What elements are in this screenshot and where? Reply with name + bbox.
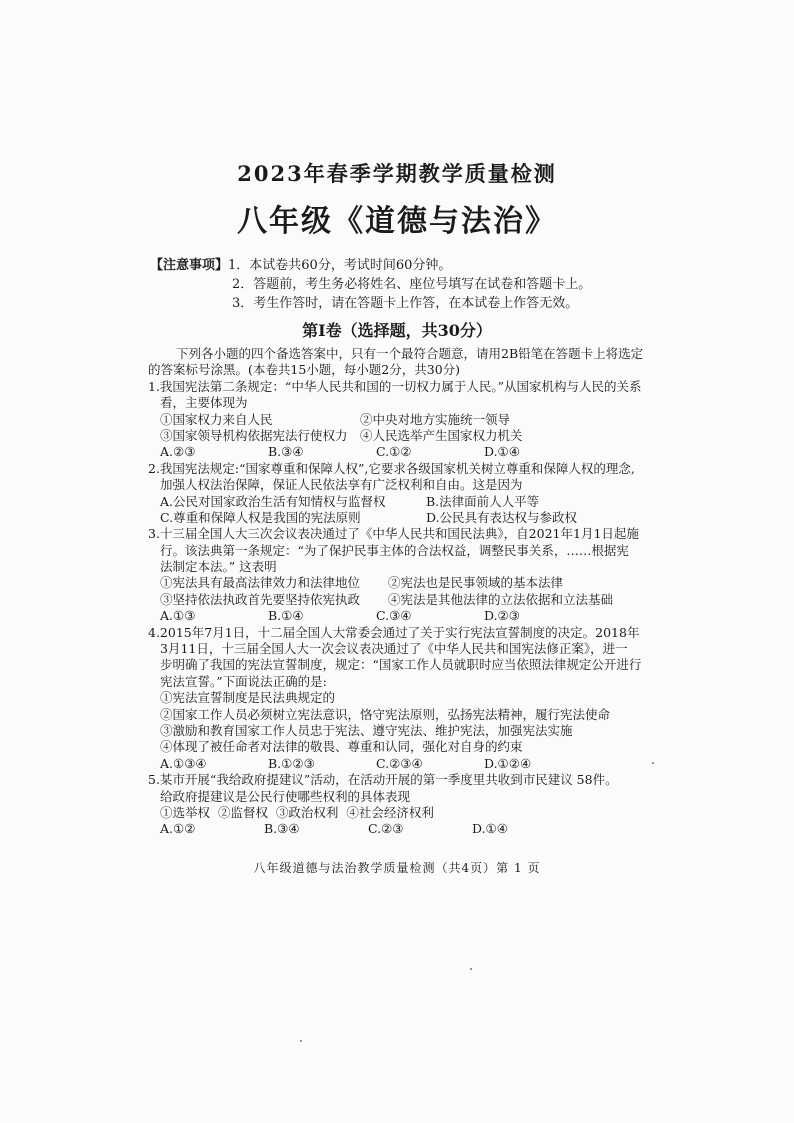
question-stem: 加强人权法治保障，保证人民依法享有广泛权利和自由。这是因为 xyxy=(160,477,523,493)
answer-option: A.②③ xyxy=(160,444,196,460)
statement: ④人民选举产生国家权力机关 xyxy=(360,427,523,443)
statement-list: ①选举权 ②监督权 ③政治权利 ④社会经济权利 xyxy=(160,804,434,820)
answer-option: A.①③④ xyxy=(160,755,207,771)
section-intro: 下列各小题的四个备选答案中，只有一个最符合题意，请用2B铅笔在答题卡上将选定 xyxy=(176,346,644,361)
question-stem: 看，主要体现为 xyxy=(160,395,248,411)
subject-title: 八年级《道德与法治》 xyxy=(237,204,557,239)
scan-speck xyxy=(300,1040,302,1042)
question-stem: 宪法宣誓。”下面说法正确的是: xyxy=(160,673,327,689)
question-3 xyxy=(148,526,648,624)
section-title: 第Ⅰ卷（选择题，共30分） xyxy=(302,321,492,340)
question-stem: 3月11日，十三届全国人大一次会议表决通过了《中华人民共和国宪法修正案》，进一 xyxy=(160,641,628,657)
notice-item: 3．考生作答时，请在答题卡上作答，在本试卷上作答无效。 xyxy=(232,296,579,311)
scan-speck xyxy=(470,968,472,970)
answer-option: D.②③ xyxy=(484,608,520,624)
statement: ①宪法具有最高法律效力和法律地位 xyxy=(160,575,361,591)
question-stem: 行。该法典第一条规定：“为了保护民事主体的合法权益，调整民事关系，……根据宪 xyxy=(160,542,629,558)
question-stem: 2.我国宪法规定:“国家尊重和保障人权”,它要求各级国家机关树立尊重和保障人权的理念, xyxy=(148,460,635,476)
statement: ③国家领导机构依据宪法行使权力 xyxy=(160,427,348,443)
question-4 xyxy=(148,625,648,773)
statement: ③激励和教育国家工作人员忠于宪法、遵守宪法、维护宪法，加强宪法实施 xyxy=(160,722,573,738)
answer-option: B.①②③ xyxy=(268,755,315,771)
answer-option: C.②③④ xyxy=(376,755,423,771)
answer-option: A.公民对国家政治生活有知情权与监督权 xyxy=(160,493,386,509)
statement: ③坚持依法执政首先要坚持依宪执政 xyxy=(160,591,361,607)
answer-option: C.尊重和保障人权是我国的宪法原则 xyxy=(160,509,361,525)
page-footer: 八年级道德与法治教学质量检测（共4页）第 1 页 xyxy=(253,861,541,875)
answer-option: C.②③ xyxy=(368,821,404,837)
exam-title: 2023年春季学期教学质量检测 xyxy=(237,161,557,186)
statement: ②国家工作人员必须树立宪法意识，恪守宪法原则，弘扬宪法精神，履行宪法使命 xyxy=(160,706,611,722)
statement: ④体现了被任命者对法律的敬畏、尊重和认同，强化对自身的约束 xyxy=(160,739,523,755)
notice-item: 2．答题前，考生务必将姓名、座位号填写在试卷和答题卡上。 xyxy=(232,277,592,292)
answer-option: A.①③ xyxy=(160,608,196,624)
answer-option: D.公民具有表达权与参政权 xyxy=(426,509,578,525)
answer-option: D.①④ xyxy=(472,821,508,837)
question-body xyxy=(148,346,648,838)
answer-option: A.①② xyxy=(160,821,196,837)
question-5 xyxy=(148,772,648,838)
statement: ②中央对地方实施统一领导 xyxy=(360,411,511,427)
statement: ②宪法也是民事领域的基本法律 xyxy=(388,575,564,591)
answer-option: B.③④ xyxy=(264,821,300,837)
question-1 xyxy=(148,379,648,461)
notice-label: 【注意事项】 xyxy=(150,258,229,273)
statement: ①宪法宣誓制度是民法典规定的 xyxy=(160,690,336,706)
question-stem: 给政府提建议是公民行使哪些权利的具体表现 xyxy=(160,788,411,804)
question-stem: 步明确了我国的宪法宣誓制度，规定：“国家工作人员就职时应当依照法律规定公开进行 xyxy=(160,657,642,673)
answer-option: D.①②④ xyxy=(484,755,532,771)
answer-option: C.③④ xyxy=(376,608,412,624)
question-stem: 1.我国宪法第二条规定：“中华人民共和国的一切权力属于人民。”从国家机构与人民的关系 xyxy=(148,378,642,394)
question-2 xyxy=(148,461,648,527)
question-stem: 3.十三届全国人大三次会议表决通过了《中华人民共和国民法典》，自2021年1月1日起施 xyxy=(148,526,639,542)
answer-option: D.①④ xyxy=(484,444,520,460)
answer-option: B.法律面前人人平等 xyxy=(426,493,540,509)
section-intro: 的答案标号涂黑。(本卷共15小题，每小题2分，共30分) xyxy=(148,362,461,378)
answer-option: B.①④ xyxy=(268,608,304,624)
question-stem: 5.某市开展“我给政府提建议”活动，在活动开展的第一季度里共收到市民建议 58件。 xyxy=(148,772,618,788)
scan-speck xyxy=(652,762,654,764)
notice-block xyxy=(150,256,710,313)
answer-option: B.③④ xyxy=(268,444,304,460)
question-stem: 4.2015年7月1日，十二届全国人大常委会通过了关于实行宪法宣誓制度的决定。2018年 xyxy=(148,624,640,640)
question-stem: 法制定本法。” 这表明 xyxy=(160,559,277,575)
statement: ①国家权力来自人民 xyxy=(160,411,273,427)
statement: ④宪法是其他法律的立法依据和立法基础 xyxy=(388,591,614,607)
notice-item: 1．本试卷共60分，考试时间60分钟。 xyxy=(228,258,452,273)
answer-option: C.①② xyxy=(376,444,412,460)
